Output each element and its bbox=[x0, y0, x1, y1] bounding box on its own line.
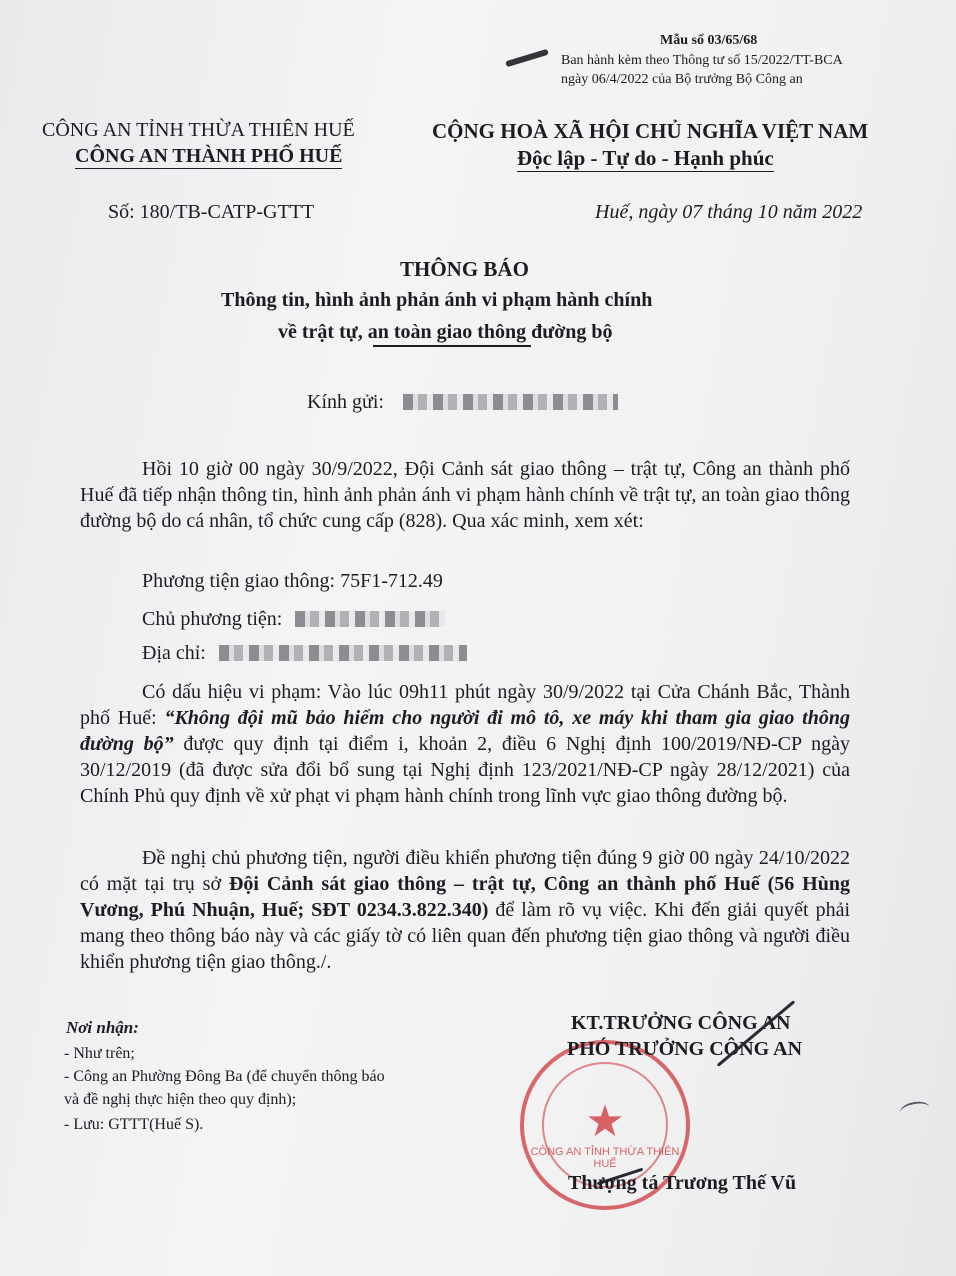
document-number: Số: 180/TB-CATP-GTTT bbox=[108, 201, 315, 223]
redacted-owner bbox=[295, 611, 445, 627]
recipients-line4: - Lưu: GTTT(Huế S). bbox=[64, 1116, 204, 1133]
address-label: Địa chỉ: bbox=[142, 642, 206, 664]
paragraph-report: Hồi 10 giờ 00 ngày 30/9/2022, Đội Cảnh sát giao thông – trật tự, Công an thành phố Huế đã tiếp nhận thông tin, hình ảnh phản ánh vi phạm hành chính về trật tự, an toàn giao thông đường bộ do cá nhân, tổ chức cung cấp (828). Qua xác minh, xem xét: bbox=[80, 458, 850, 532]
vehicle-plate: Phương tiện giao thông: 75F1-712.49 bbox=[142, 570, 443, 592]
title-underline bbox=[373, 345, 531, 347]
signer-name: Thượng tá Trương Thế Vũ bbox=[568, 1172, 797, 1194]
place-date: Huế, ngày 07 tháng 10 năm 2022 bbox=[595, 201, 863, 223]
recipients-title: Nơi nhận: bbox=[66, 1018, 139, 1037]
pen-mark bbox=[505, 49, 549, 68]
recipient-label: Kính gửi: bbox=[307, 391, 384, 413]
form-code: Mẫu số 03/65/68 bbox=[660, 33, 758, 48]
redacted-address bbox=[219, 645, 467, 661]
recipients-line2: - Công an Phường Đông Ba (để chuyển thông báo bbox=[64, 1068, 385, 1085]
unit-address: Đội Cảnh sát giao thông – trật tự, Công an thành phố Huế (56 Hùng Vương, Phú Nhuận, Huế; SĐT 0234.3.822.340) bbox=[80, 873, 850, 921]
paragraph-violation: Có dấu hiệu vi phạm: Vào lúc 09h11 phút ngày 30/9/2022 tại Cửa Chánh Bắc, Thành phố Huế: “Không đội mũ bảo hiểm cho người đi mô tô, xe máy khi tham gia giao thông đường bộ” được quy định tại điểm i, khoản 2, điều 6 Nghị định 100/2019/NĐ-CP ngày 30/12/2019 (đã được sửa đổi bổ sung tại Nghị định 123/2021/NĐ-CP ngày 28/12/2021) của Chính Phủ quy định về xử phạt vi phạm hành chính trong lĩnh vực giao thông đường bộ. bbox=[80, 681, 851, 807]
seal-text: CÔNG AN TỈNH THỪA THIÊN HUẾ bbox=[530, 1146, 680, 1170]
redacted-recipient bbox=[403, 394, 618, 410]
signature-title-line1: KT.TRƯỞNG CÔNG AN bbox=[571, 1012, 791, 1034]
document-subtitle-line2: về trật tự, an toàn giao thông đường bộ bbox=[278, 321, 613, 343]
seal-star-icon: ★ bbox=[585, 1097, 625, 1146]
agency-name: CÔNG AN THÀNH PHỐ HUẾ bbox=[75, 145, 343, 167]
form-reference-line2: ngày 06/4/2022 của Bộ trưởng Bộ Công an bbox=[561, 72, 803, 87]
address-line bbox=[142, 640, 467, 666]
owner-line bbox=[142, 606, 445, 632]
agency-parent: CÔNG AN TỈNH THỪA THIÊN HUẾ bbox=[42, 119, 355, 141]
document-subtitle-line1: Thông tin, hình ảnh phản ánh vi phạm hành chính bbox=[221, 289, 653, 311]
recipients-line3: và đề nghị thực hiện theo quy định); bbox=[64, 1091, 297, 1108]
signature-title-line2: PHÓ TRƯỞNG CÔNG AN bbox=[567, 1038, 803, 1060]
violation-quote: “Không đội mũ bảo hiểm cho người đi mô tô, xe máy khi tham gia giao thông đường bộ” bbox=[80, 707, 850, 755]
recipients-line1: - Như trên; bbox=[64, 1045, 135, 1062]
nation-title: CỘNG HOÀ XÃ HỘI CHỦ NGHĨA VIỆT NAM bbox=[432, 119, 869, 143]
nation-motto: Độc lập - Tự do - Hạnh phúc bbox=[517, 146, 774, 170]
owner-label: Chủ phương tiện: bbox=[142, 608, 283, 630]
recipient-line bbox=[307, 389, 618, 415]
form-reference-line1: Ban hành kèm theo Thông tư số 15/2022/TT-BCA bbox=[561, 53, 843, 68]
paragraph-request: Đề nghị chủ phương tiện, người điều khiển phương tiện đúng 9 giờ 00 ngày 24/10/2022 có mặt tại trụ sở Đội Cảnh sát giao thông – trật tự, Công an thành phố Huế (56 Hùng Vương, Phú Nhuận, Huế; SĐT 0234.3.822.340) để làm rõ vụ việc. Khi đến giải quyết phải mang theo thông báo này và các giấy tờ có liên quan đến phương tiện giao thông và người điều khiển phương tiện giao thông./. bbox=[80, 847, 850, 973]
document-title: THÔNG BÁO bbox=[400, 257, 529, 281]
pen-scribble bbox=[899, 1100, 931, 1121]
